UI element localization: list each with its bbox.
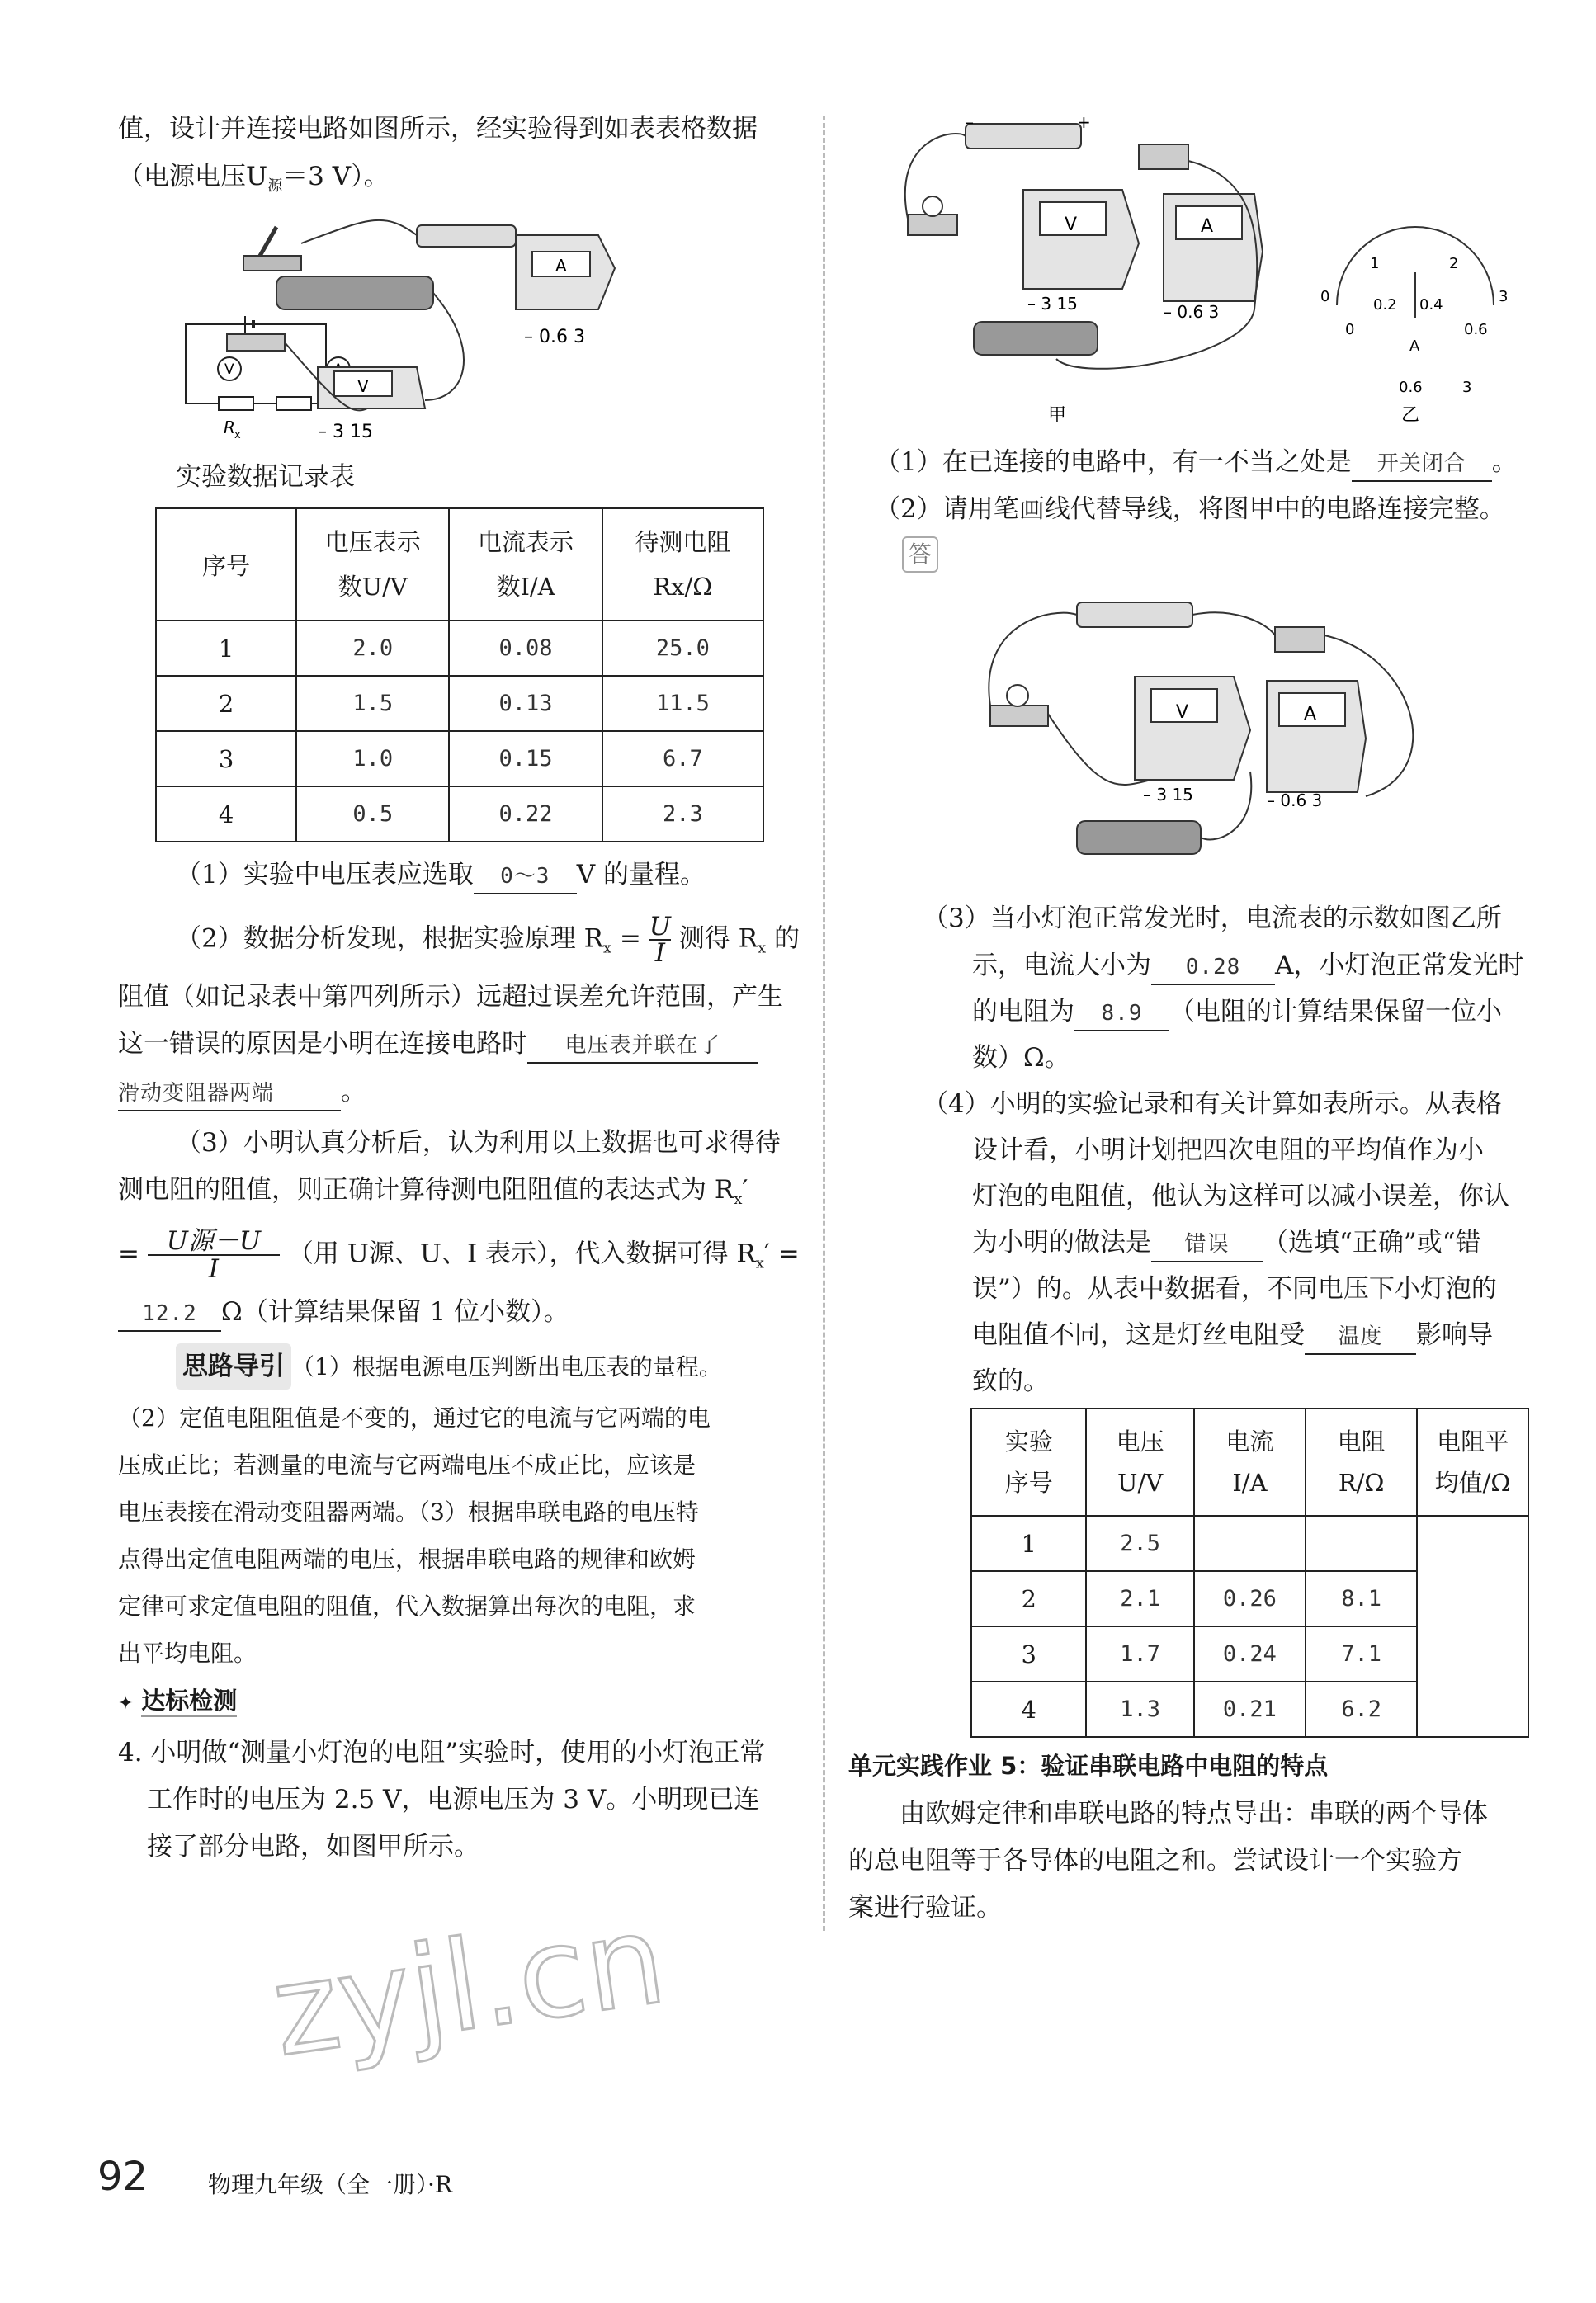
- star-icon: ✦: [118, 1693, 134, 1714]
- schematic-voltmeter-icon: V: [224, 361, 234, 378]
- answer-blank: 温度: [1305, 1320, 1416, 1355]
- r-question-1: （1）在已连接的电路中，有一不当之处是 开关闭合 。: [875, 439, 1518, 485]
- ammeter-scale-label: – 0.6 3: [1164, 302, 1220, 322]
- answer-icon: 答: [902, 536, 938, 573]
- table-header: 电流表示 数I/A: [449, 508, 602, 621]
- answer-blank: 开关闭合: [1352, 447, 1492, 482]
- dial-label: 0: [1320, 288, 1330, 305]
- question-3-line-2: 测电阻的阻值，则正确计算待测电阻阻值的表达式为 $R_x'$: [118, 1175, 748, 1209]
- rx-label: R: [224, 418, 235, 437]
- voltmeter-icon: V: [1176, 702, 1189, 723]
- section-heading: ✦ 达标检测: [118, 1678, 237, 1727]
- table-row: 1 2.0 0.08 25.0: [156, 621, 763, 676]
- r-question-3-line-4: 数）Ω。: [972, 1043, 1070, 1073]
- book-title: 物理九年级（全一册）·R: [208, 2171, 452, 2198]
- question-2-line-2: 阻值（如记录表中第四列所示）远超过误差允许范围，产生: [118, 982, 783, 1012]
- intro-line-1: 值，设计并连接电路如图所示，经实验得到如表表格数据: [118, 114, 758, 144]
- r-question-3-line-2: 示，电流大小为 0.28 A，小灯泡正常发光时: [972, 942, 1523, 989]
- figure-jia-label: 甲: [1048, 405, 1067, 426]
- question-2: （2）数据分析发现，根据实验原理 $R_x$ = $\frac{U}{I}$ 测得 $R_x$ 的: [176, 912, 800, 968]
- dial-label: 1: [1370, 255, 1380, 272]
- dial-label: 0.6: [1399, 379, 1423, 396]
- r-question-4-line-1: （4）小明的实验记录和有关计算如表所示。从表格: [923, 1089, 1502, 1119]
- r-question-4-line-7: 致的。: [972, 1366, 1049, 1396]
- answer-blank: 12.2: [118, 1297, 221, 1332]
- tip-body: （2）定值电阻阻值是不变的，通过它的电流与它两端的电 压成正比；若测量的电流与它两端电压不成正比，应该是 电压表接在滑动变阻器两端。（3）根据串联电路的电压特 点得出定值电阻两端的电压，根据串联电路的规律和欧姆 定律可求定值电阻的阻值，代入数据算出每次的电阻，求 出平均电阻。: [118, 1404, 711, 1667]
- ammeter-icon: A: [1201, 216, 1214, 237]
- data-table-left: [155, 507, 764, 842]
- table-row: 4 1.3 0.21 6.2: [971, 1682, 1528, 1737]
- table-row: 2 1.5 0.13 11.5: [156, 676, 763, 731]
- dial-label: 2: [1449, 255, 1459, 272]
- dial-label: 3: [1462, 379, 1472, 396]
- table-row: 1 2.5: [971, 1516, 1528, 1571]
- question-3-line-3: = U源－U I （用 U源、U、I 表示），代入数据可得 $R_x'$ =: [118, 1226, 800, 1284]
- unit-body: 由欧姆定律和串联电路的特点导出：串联的两个导体 的总电阻等于各导体的电阻之和。尝试设计一个实验方 案进行验证。: [848, 1799, 1488, 1923]
- table-header: 电压 U/V: [1086, 1409, 1193, 1516]
- dial-label: A: [1409, 337, 1420, 355]
- table-row: 3 1.7 0.24 7.1: [971, 1626, 1528, 1682]
- voltmeter-scale-label: – 3 15: [1143, 785, 1193, 805]
- answer-blank: 电压表并联在了: [527, 1029, 758, 1064]
- ammeter-dial-yi: [1337, 227, 1494, 318]
- ammeter-dial-icon: A: [555, 256, 567, 276]
- svg-text:+: +: [1077, 112, 1091, 132]
- figure-jia-yi: [891, 111, 1543, 433]
- r-question-4-line-4: 为小明的做法是 错误 （选填“正确”或“错: [972, 1220, 1481, 1266]
- unit-title: 单元实践作业 5：验证串联电路中电阻的特点: [848, 1752, 1329, 1780]
- dial-label: 0: [1345, 321, 1355, 338]
- dial-label: 0.6: [1464, 321, 1488, 338]
- dial-label: 0.4: [1419, 296, 1443, 314]
- answer-blank: 滑动变阻器两端: [118, 1077, 341, 1111]
- dial-label: 3: [1499, 288, 1509, 305]
- voltmeter-scale-label: – 3 15: [318, 422, 373, 442]
- left-circuit-figure: [169, 202, 763, 450]
- column-divider: [823, 116, 825, 1931]
- watermark: zyjl.cn: [264, 1887, 673, 2085]
- answer-blank: 8.9: [1074, 997, 1169, 1031]
- ammeter-scale-label: – 0.6 3: [524, 327, 585, 347]
- dial-label: 0.2: [1373, 296, 1397, 314]
- tip-tag: 思路导引: [176, 1343, 291, 1390]
- question-3-line-4: 12.2 Ω（计算结果保留 1 位小数）。: [118, 1289, 569, 1335]
- table-header: 实验 序号: [971, 1409, 1086, 1516]
- table-row: 2 2.1 0.26 8.1: [971, 1571, 1528, 1626]
- data-table-right: [970, 1408, 1529, 1738]
- table-header: 待测电阻 Rx/Ω: [602, 508, 763, 621]
- question-4: 4. 小明做“测量小灯泡的电阻”实验时，使用的小灯泡正常 工作时的电压为 2.5 V，电源电压为 3 V。小明现已连 接了部分电路，如图甲所示。: [118, 1738, 766, 1862]
- answer-blank: 0.28: [1151, 951, 1275, 985]
- answer-blank: 0～3: [474, 860, 577, 894]
- question-1: （1）实验中电压表应选取 0～3 V 的量程。: [176, 852, 706, 898]
- svg-text:x: x: [234, 429, 241, 441]
- r-question-4-line-2: 设计看，小明计划把四次电阻的平均值作为小: [972, 1135, 1484, 1165]
- figure-yi-label: 乙: [1401, 405, 1420, 426]
- intro-line-2: （电源电压$U_源=3$ V）。: [118, 162, 390, 196]
- question-2-line-4: 滑动变阻器两端 。: [118, 1069, 366, 1115]
- ammeter-scale-label: – 0.6 3: [1267, 790, 1323, 810]
- question-3-line-1: （3）小明认真分析后，认为利用以上数据也可求得待: [176, 1128, 781, 1158]
- r-question-4-line-5: 误”）的。从表中数据看，不同电压下小灯泡的: [972, 1274, 1497, 1304]
- table-title: 实验数据记录表: [176, 462, 355, 492]
- answer-blank: 错误: [1151, 1228, 1263, 1262]
- page-number: 92: [97, 2154, 149, 2200]
- table-header: 序号: [156, 508, 296, 621]
- voltmeter-scale-label: – 3 15: [1027, 294, 1078, 314]
- voltmeter-icon: V: [1065, 215, 1078, 235]
- r-question-2: （2）请用笔画线代替导线，将图甲中的电路连接完整。: [875, 494, 1505, 524]
- table-header: 电压表示 数U/V: [296, 508, 449, 621]
- r-question-3-line-1: （3）当小灯泡正常发光时，电流表的示数如图乙所: [923, 904, 1502, 933]
- apparatus-drawing: [227, 220, 615, 411]
- svg-text:–: –: [966, 112, 974, 132]
- r-question-3-line-3: 的电阻为 8.9 （电阻的计算结果保留一位小: [972, 989, 1502, 1035]
- answer-circuit-figure: [986, 590, 1440, 875]
- r-question-4-line-6: 电阻值不同，这是灯丝电阻受 温度 影响导: [972, 1312, 1493, 1358]
- table-header: 电流 I/A: [1194, 1409, 1306, 1516]
- table-header: 电阻 R/Ω: [1306, 1409, 1417, 1516]
- table-row: 4 0.5 0.22 2.3: [156, 786, 763, 842]
- table-header: 电阻平 均值/Ω: [1417, 1409, 1528, 1516]
- r-question-4-line-3: 灯泡的电阻值，他认为这样可以减小误差，你认: [972, 1182, 1509, 1211]
- tip-line-1: 思路导引 （1）根据电源电压判断出电压表的量程。: [176, 1343, 722, 1390]
- question-2-line-3: 这一错误的原因是小明在连接电路时 电压表并联在了: [118, 1021, 758, 1067]
- ammeter-icon: A: [1304, 704, 1317, 724]
- table-row: 3 1.0 0.15 6.7: [156, 731, 763, 786]
- voltmeter-dial-icon: V: [357, 376, 369, 396]
